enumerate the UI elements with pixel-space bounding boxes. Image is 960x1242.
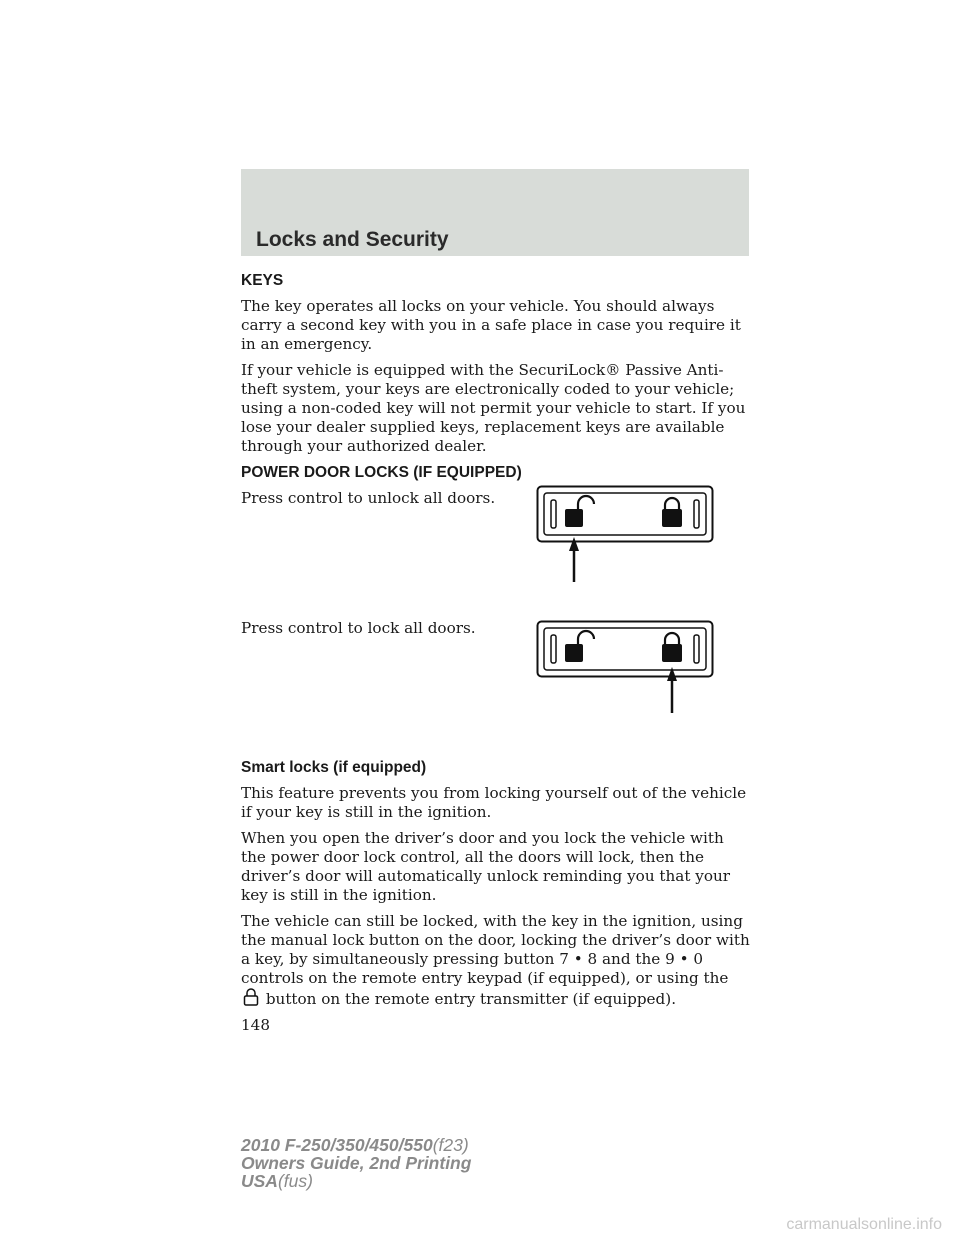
- lock-row: [241, 619, 751, 752]
- smart-locks-heading: Smart locks (if equipped): [241, 759, 427, 776]
- footer-line-2: Owners Guide, 2nd Printing: [241, 1153, 472, 1173]
- keys-paragraph-1: The key operates all locks on your vehicle. You should always carry a second key with you in a safe place in case you require it in an emergency.: [241, 297, 741, 353]
- page-title: Locks and Security: [256, 228, 449, 251]
- lock-switch-illustration: [536, 620, 714, 718]
- arrow-icon: [569, 537, 579, 582]
- keys-heading: KEYS: [241, 272, 284, 289]
- unlock-row: [241, 489, 751, 619]
- remote-lock-icon: [241, 988, 261, 1006]
- smart-locks-paragraph-1: This feature prevents you from locking yourself out of the vehicle if your key is still in the ignition.: [241, 784, 747, 821]
- header-band: [241, 169, 749, 256]
- footer-market: USA: [241, 1171, 278, 1191]
- smart-locks-paragraph-2: When you open the driver’s door and you lock the vehicle with the power door lock control, all the doors will lock, then the driver’s door will automatically unlock reminding you that your key is still in the ignition.: [241, 829, 731, 904]
- footer-code: (f23): [432, 1135, 469, 1155]
- content: [241, 265, 751, 1035]
- lock-instruction: Press control to lock all doors.: [241, 619, 476, 637]
- footer-line-1: [241, 1136, 471, 1154]
- footer-market-code: (fus): [277, 1171, 313, 1191]
- smart-locks-paragraph-3-part-a: The vehicle can still be locked, with the key in the ignition, using the manual lock button on the door, locking the driver’s door with a key, by simultaneously pressing button 7 • 8 and the 9 • 0 controls on the remote entry keypad (if equipped), or using the: [241, 912, 750, 987]
- unlock-instruction: Press control to unlock all doors.: [241, 489, 496, 507]
- watermark: carmanualsonline.info: [786, 1216, 942, 1233]
- page-number: 148: [241, 1016, 270, 1034]
- footer-model: 2010 F-250/350/450/550: [241, 1135, 433, 1155]
- power-door-locks-heading: POWER DOOR LOCKS (IF EQUIPPED): [241, 464, 522, 481]
- footer: [241, 1136, 471, 1190]
- keys-paragraph-2: If your vehicle is equipped with the SecuriLock® Passive Anti-theft system, your keys are electronically coded to your vehicle; using a non-coded key will not permit your vehicle to start. If you lose your dealer supplied keys, replacement keys are available through your authorized dealer.: [241, 361, 746, 455]
- smart-locks-paragraph-3: [241, 912, 751, 1009]
- smart-locks-paragraph-3-part-b: button on the remote entry transmitter (if equipped).: [265, 990, 677, 1008]
- footer-line-3: [241, 1172, 471, 1190]
- unlock-switch-illustration: [536, 485, 714, 583]
